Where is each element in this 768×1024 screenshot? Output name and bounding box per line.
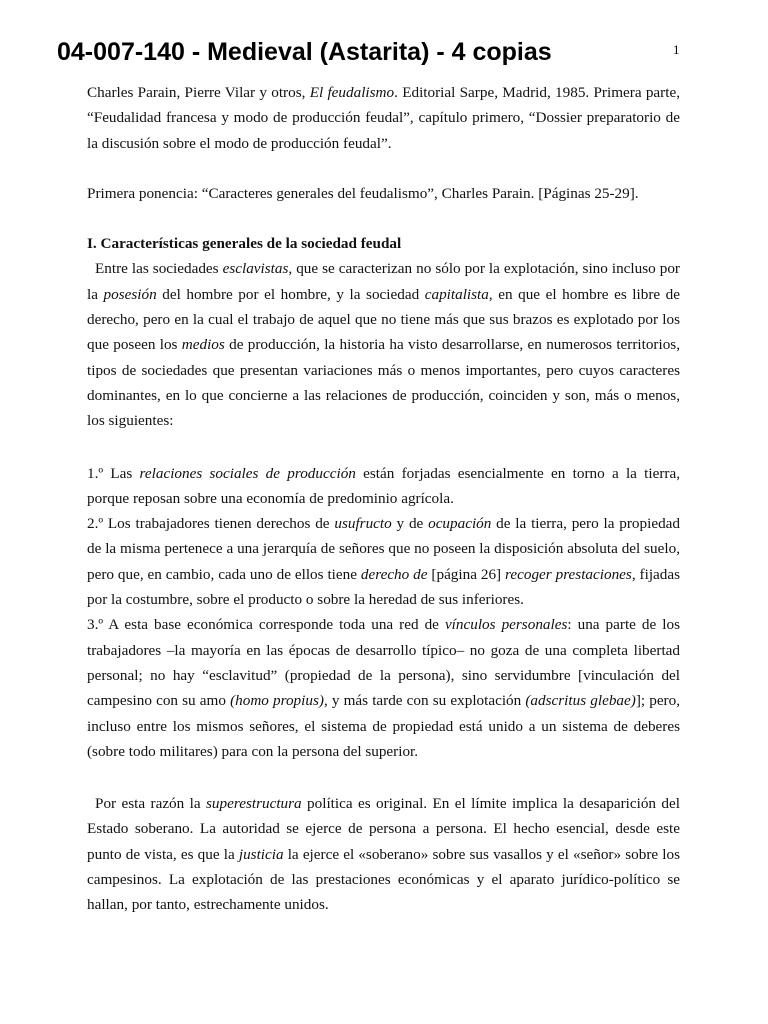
item-emphasis: vínculos personales (444, 616, 568, 634)
closing-emphasis: superestructura (206, 795, 302, 813)
intro-emphasis: medios (181, 336, 225, 354)
intro-paragraph (87, 256, 680, 433)
section-heading: I. Características generales de la sociedad feudal (87, 235, 402, 253)
intro-emphasis: capitalista (424, 285, 489, 303)
closing-paragraph (87, 791, 680, 917)
ponencia-paragraph: Primera ponencia: “Caracteres generales del feudalismo”, Charles Parain. [Páginas 25-29]. (87, 184, 639, 202)
item-emphasis: ocupación (428, 515, 492, 533)
item-text: de la tierra, pero la propiedad de la misma pertenece a una jerarquía de señores que no poseen la disposición absoluta del suelo, pero que, en cambio, cada uno de ellos tiene (87, 515, 680, 583)
item-text: ]; pero, incluso entre los mismos señores, el sistema de propiedad está unido a un sistema de deberes (sobre todo militares) para con la persona del superior. (87, 692, 681, 760)
intro-text: del hombre por el hombre, y la sociedad (156, 285, 425, 303)
item-emphasis: (adscritus glebae) (525, 692, 636, 710)
item-emphasis: derecho de (360, 565, 428, 583)
document-body (87, 80, 680, 918)
item-emphasis: relaciones sociales de producción (139, 464, 356, 482)
closing-text: Por esta razón la (95, 795, 207, 813)
closing-emphasis: justicia (238, 845, 284, 863)
closing-text: la ejerce el «soberano» sobre sus vasallos y el «señor» sobre los campesinos. La explotación de las prestaciones económicas y el aparato jurídico-político se hallan, por tanto, estrechamente unidos. (87, 845, 680, 914)
citation-text: Charles Parain, Pierre Vilar y otros, (87, 84, 310, 101)
item-text: y de (391, 515, 429, 533)
intro-text: , que se caracterizan no sólo por la explotación, sino incluso por la (87, 260, 680, 303)
list-item-2 (87, 511, 680, 612)
intro-text: , en que el hombre es libre de derecho, pero en la cual el trabajo de aquel que no tiene más que sus brazos es explotado por los que poseen los (87, 285, 681, 354)
intro-emphasis: posesión (103, 285, 157, 303)
page-number: 1 (673, 42, 680, 57)
intro-emphasis: esclavistas (222, 260, 289, 278)
item-emphasis: (homo propius) (230, 692, 324, 710)
item-text: : una parte de los trabajadores –la mayoría en las épocas de desarrollo típico– no goza de una completa libertad personal; no hay “esclavitud” (propiedad de la persona), sino servidumbre [vinculación del campesino con su amo (87, 616, 680, 710)
closing-text: política es original. En el límite implica la desaparición del Estado soberano. La autoridad se ejerce de persona a persona. El hecho esencial, desde este punto de vista, es que la (87, 795, 680, 863)
item-text: , fijadas por la costumbre, sobre el producto o sobre la heredad de sus inferiores. (87, 565, 681, 609)
item-text: están forjadas esencialmente en torno a la tierra, porque reposan sobre una economía de predominio agrícola. (87, 464, 680, 507)
citation-paragraph (87, 80, 680, 156)
list-item-1 (87, 461, 680, 512)
intro-text: Entre las sociedades (95, 260, 223, 278)
item-text: , y más tarde con su explotación (323, 692, 526, 710)
item-emphasis: recoger prestaciones (505, 565, 632, 583)
document-title: 04-007-140 - Medieval (Astarita) - 4 copias (57, 38, 552, 66)
citation-book-title: El feudalismo (309, 84, 395, 101)
item-emphasis: usufructo (334, 515, 392, 533)
citation-text-rest: . Editorial Sarpe, Madrid, 1985. Primera parte, “Feudalidad francesa y modo de producción feudal”, capítulo primero, “Dossier preparatorio de la discusión sobre el modo de producción feudal”. (87, 84, 680, 152)
intro-text: de producción, la historia ha visto desarrollarse, en numerosos territorios, tipos de sociedades que presentan variaciones más o menos importantes, pero cuyos caracteres dominantes, en lo que concierne a las relaciones de producción, coinciden y son, más o menos, los siguientes: (87, 336, 680, 430)
item-text: 1.º Las (87, 464, 140, 482)
list-item-3 (87, 612, 680, 764)
item-text: [página 26] (427, 565, 506, 583)
item-text: 2.º Los trabajadores tienen derechos de (87, 515, 335, 533)
item-text: 3.º A esta base económica corresponde toda una red de (87, 616, 445, 634)
